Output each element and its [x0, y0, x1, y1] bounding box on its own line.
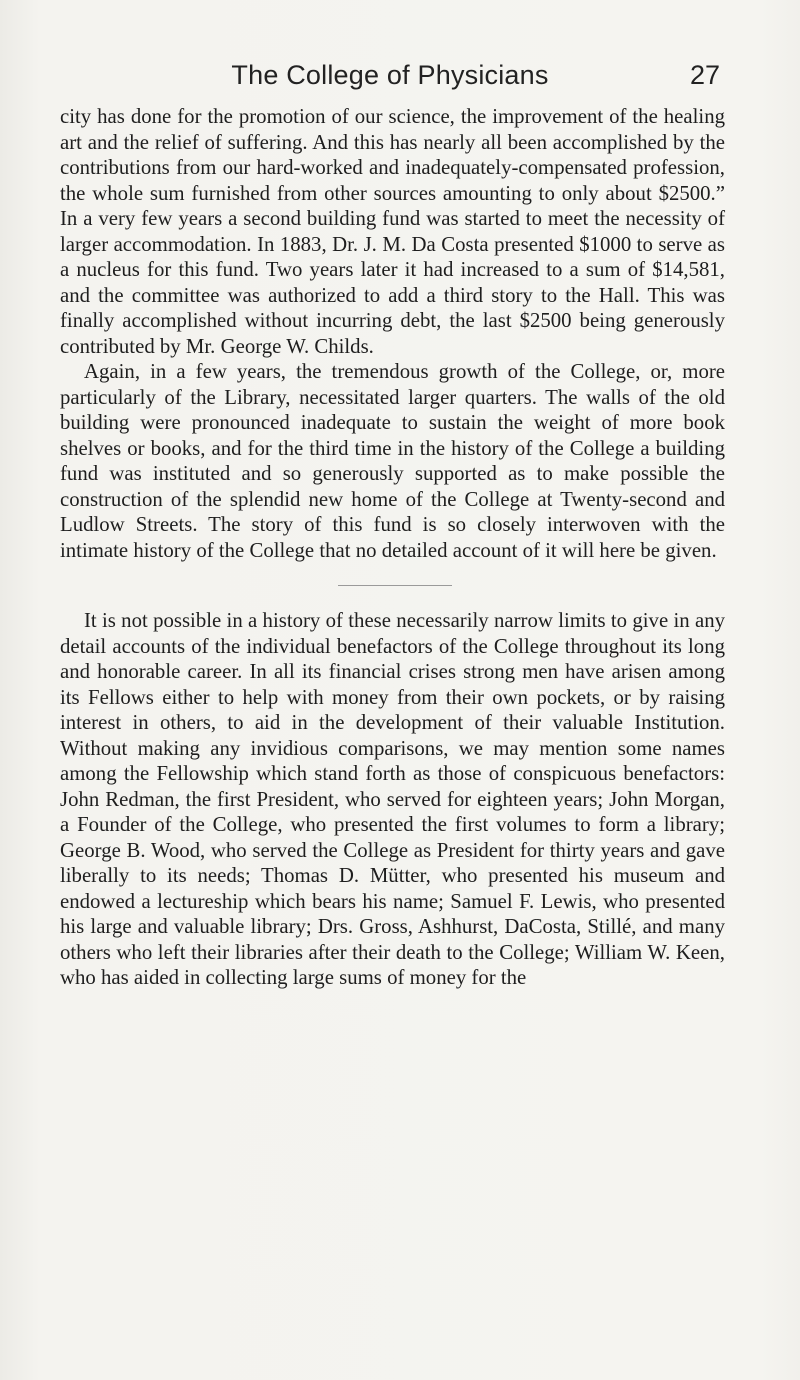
running-head	[60, 60, 720, 100]
page-number: 27	[689, 60, 720, 90]
paragraph-benefactors: It is not possible in a history of these necessarily narrow limits to give in any detail accounts of the individual benefactors of the College throughout its long and honorable career. In all its financial crises strong men have arisen among its Fellows either to help with money from their own pockets, or by raising interest in others, to aid in the development of their valuable Institution. Without making any invidious comparisons, we may mention some names among the Fellowship which stand forth as those of conspicuous benefactors: John Redman, the first President, who served for eighteen years; John Morgan, a Founder of the College, who presented the first volumes to form a library; George B. Wood, who served the College as President for thirty years and gave liberally to its needs; Thomas D. Mütter, who presented his museum and endowed a lectureship which bears his name; Samuel F. Lewis, who presented his large and valuable library; Drs. Gross, Ashhurst, DaCosta, Stillé, and many others who left their libraries after their death to the College; William W. Keen, who has aided in collecting large sums of money for the	[60, 609, 725, 989]
body-text	[60, 104, 725, 991]
paragraph-building-fund: city has done for the promotion of our science, the improvement of the healing art and the relief of suffering. And this has nearly all been accomplished by the contributions from our hard-worked and inadequately-compensated profession, the whole sum furnished from other sources amounting to only about $2500.” In a very few years a second building fund was started to meet the necessity of larger accommodation. In 1883, Dr. J. M. Da Costa presented $1000 to serve as a nucleus for this fund. Two years later it had increased to a sum of $14,581, and the committee was authorized to add a third story to the Hall. This was finally accomplished without incurring debt, the last $2500 being generously contributed by Mr. George W. Childs.	[60, 105, 725, 358]
running-title: The College of Physicians	[231, 60, 549, 90]
section-divider	[338, 585, 452, 586]
paragraph-new-home: Again, in a few years, the tremendous growth of the College, or, more particularly of the Library, necessitated larger quarters. The walls of the old building were pronounced inadequate to sustain the weight of more book shelves or books, and for the third time in the history of the College a building fund was instituted and so generously supported as to make possible the construction of the splendid new home of the College at Twenty-second and Ludlow Streets. The story of this fund is so closely interwoven with the intimate history of the College that no detailed account of it will here be given.	[60, 360, 725, 562]
